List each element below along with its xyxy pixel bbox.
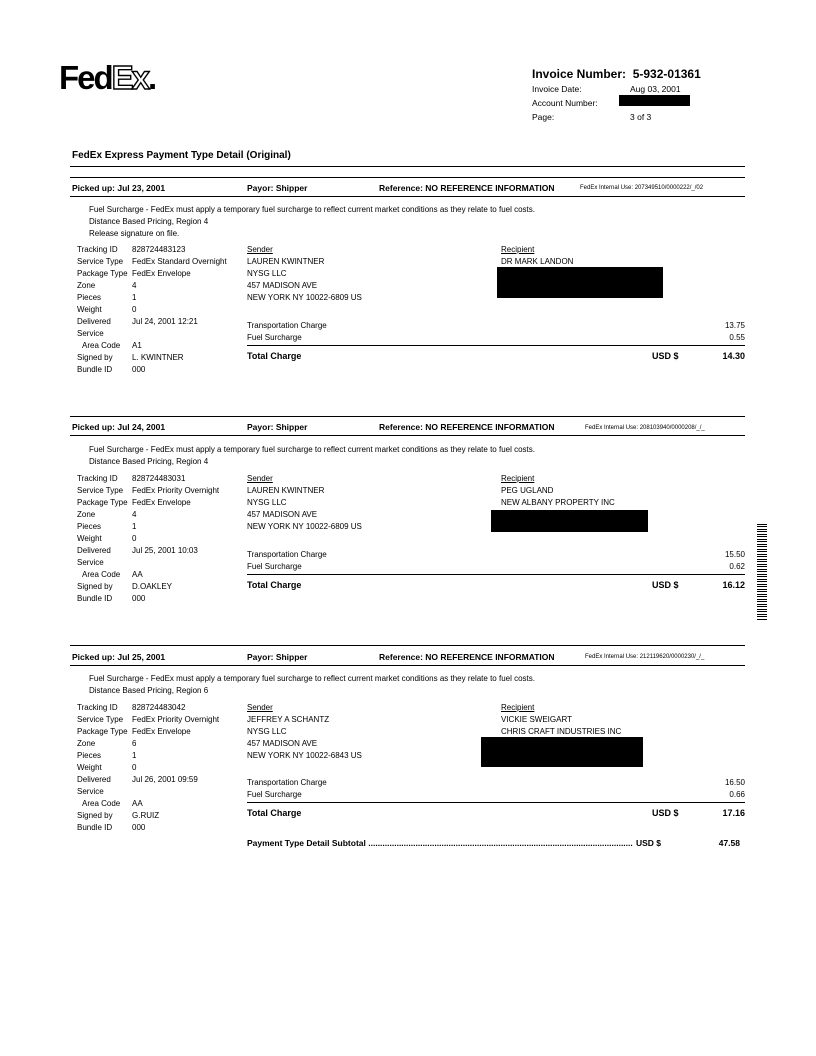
shipment-header-line <box>70 435 745 436</box>
area-code: A1 <box>132 341 142 350</box>
sender-line: NYSG LLC <box>247 269 287 278</box>
total-charge: 14.30 <box>722 351 745 361</box>
pieces-label: Pieces <box>77 522 102 531</box>
currency: USD $ <box>652 351 679 361</box>
signed-by-label: Signed by <box>77 353 113 362</box>
bundle-label: Bundle ID <box>77 823 113 832</box>
currency: USD $ <box>652 808 679 818</box>
delivered-label: Delivered <box>77 317 111 326</box>
recipient-line: PEG UGLAND <box>501 486 554 495</box>
service-type: FedEx Standard Overnight <box>132 257 227 266</box>
bundle-id: 000 <box>132 594 146 603</box>
total-charge: 17.16 <box>722 808 745 818</box>
charge-divider <box>247 802 745 803</box>
total-label: Total Charge <box>247 580 302 590</box>
tracking-id: 828724483123 <box>132 245 186 254</box>
redacted-recipient-address <box>497 267 663 298</box>
invoice-number-label: Invoice Number: <box>532 67 627 81</box>
signed-by-label: Signed by <box>77 582 113 591</box>
area-code: AA <box>132 799 143 808</box>
service-type-label: Service Type <box>77 715 124 724</box>
sender-line: NEW YORK NY 10022-6809 US <box>247 293 362 302</box>
internal-use: FedEx Internal Use: 207349510/0000222/_/02 <box>580 185 704 191</box>
subtotal-label: Payment Type Detail Subtotal <box>247 838 366 848</box>
delivered: Jul 24, 2001 12:21 <box>132 317 198 326</box>
sender-line: NYSG LLC <box>247 498 287 507</box>
recipient-label: Recipient <box>501 245 535 254</box>
bundle-id: 000 <box>132 823 146 832</box>
tracking-label: Tracking ID <box>77 245 118 254</box>
internal-use: FedEx Internal Use: 212119620/0000230/_/_ <box>585 654 705 660</box>
recipient-line: VICKIE SWEIGART <box>501 715 572 724</box>
signed-by: L. KWINTNER <box>132 353 184 362</box>
transportation-label: Transportation Charge <box>247 550 327 559</box>
tracking-id: 828724483042 <box>132 703 186 712</box>
area-code: AA <box>132 570 143 579</box>
reference: Reference: NO REFERENCE INFORMATION <box>379 183 555 193</box>
service-label: Service <box>77 558 104 567</box>
fuel-surcharge: 0.62 <box>729 562 745 571</box>
picked-up: Picked up: Jul 24, 2001 <box>72 422 166 432</box>
redacted-recipient-address <box>481 737 643 767</box>
service-type: FedEx Priority Overnight <box>132 486 220 495</box>
logo-dot: . <box>148 59 156 96</box>
transportation-charge: 15.50 <box>724 550 745 559</box>
signed-by: G.RUIZ <box>132 811 160 820</box>
charge-divider <box>247 345 745 346</box>
picked-up: Picked up: Jul 23, 2001 <box>72 183 166 193</box>
fuel-label: Fuel Surcharge <box>247 790 302 799</box>
weight-label: Weight <box>77 534 102 543</box>
note: Distance Based Pricing, Region 4 <box>89 457 209 466</box>
area-code-label: Area Code <box>82 341 121 350</box>
redacted-recipient-address <box>491 510 648 532</box>
sender-line: NEW YORK NY 10022-6843 US <box>247 751 362 760</box>
recipient-line: CHRIS CRAFT INDUSTRIES INC <box>501 727 622 736</box>
note: Fuel Surcharge - FedEx must apply a temporary fuel surcharge to reflect current market conditions as they relate to fuel costs. <box>89 205 535 214</box>
weight: 0 <box>132 763 137 772</box>
service-type-label: Service Type <box>77 257 124 266</box>
total-charge: 16.12 <box>722 580 745 590</box>
fuel-label: Fuel Surcharge <box>247 562 302 571</box>
delivered: Jul 26, 2001 09:59 <box>132 775 198 784</box>
recipient-line: NEW ALBANY PROPERTY INC <box>501 498 615 507</box>
section-divider <box>70 166 745 167</box>
tracking-id: 828724483031 <box>132 474 186 483</box>
total-label: Total Charge <box>247 351 302 361</box>
zone: 6 <box>132 739 137 748</box>
fuel-surcharge: 0.66 <box>729 790 745 799</box>
package-type-label: Package Type <box>77 727 128 736</box>
subtotal-row <box>247 838 637 848</box>
internal-use: FedEx Internal Use: 208103940/0000208/_/_ <box>585 425 705 431</box>
logo-ex: Ex <box>111 59 149 96</box>
sender-line: JEFFREY A SCHANTZ <box>247 715 330 724</box>
tracking-label: Tracking ID <box>77 474 118 483</box>
pieces-label: Pieces <box>77 293 102 302</box>
weight-label: Weight <box>77 763 102 772</box>
shipment-top-line <box>70 416 745 417</box>
page-value: 3 of 3 <box>630 112 652 122</box>
service-label: Service <box>77 329 104 338</box>
invoice-date-label: Invoice Date: <box>532 84 582 94</box>
account-number-label: Account Number: <box>532 98 598 108</box>
zone-label: Zone <box>77 281 96 290</box>
pieces-label: Pieces <box>77 751 102 760</box>
transportation-label: Transportation Charge <box>247 321 327 330</box>
weight: 0 <box>132 534 137 543</box>
total-label: Total Charge <box>247 808 302 818</box>
sender-line: NYSG LLC <box>247 727 287 736</box>
reference: Reference: NO REFERENCE INFORMATION <box>379 652 555 662</box>
shipment-top-line <box>70 645 745 646</box>
section-title: FedEx Express Payment Type Detail (Original) <box>72 150 291 161</box>
note: Fuel Surcharge - FedEx must apply a temporary fuel surcharge to reflect current market conditions as they relate to fuel costs. <box>89 674 535 683</box>
pieces: 1 <box>132 751 137 760</box>
reference: Reference: NO REFERENCE INFORMATION <box>379 422 555 432</box>
weight: 0 <box>132 305 137 314</box>
invoice-date-value: Aug 03, 2001 <box>630 84 681 94</box>
sender-label: Sender <box>247 703 273 712</box>
zone-label: Zone <box>77 510 96 519</box>
sender-line: NEW YORK NY 10022-6809 US <box>247 522 362 531</box>
sender-line: LAUREN KWINTNER <box>247 486 325 495</box>
shipment-header-line <box>70 665 745 666</box>
picked-up: Picked up: Jul 25, 2001 <box>72 652 166 662</box>
tracking-label: Tracking ID <box>77 703 118 712</box>
page-label: Page: <box>532 112 555 122</box>
recipient-label: Recipient <box>501 703 535 712</box>
transportation-label: Transportation Charge <box>247 778 327 787</box>
fuel-surcharge: 0.55 <box>729 333 745 342</box>
payor: Payor: Shipper <box>247 422 308 432</box>
delivered-label: Delivered <box>77 546 111 555</box>
payor: Payor: Shipper <box>247 183 308 193</box>
zone: 4 <box>132 510 137 519</box>
delivered: Jul 25, 2001 10:03 <box>132 546 198 555</box>
invoice-number-value: 5-932-01361 <box>632 67 701 81</box>
sender-label: Sender <box>247 474 273 483</box>
area-code-label: Area Code <box>82 799 121 808</box>
recipient-label: Recipient <box>501 474 535 483</box>
zone-label: Zone <box>77 739 96 748</box>
sender-line: 457 MADISON AVE <box>247 510 318 519</box>
signed-by: D.OAKLEY <box>132 582 173 591</box>
invoice-number <box>532 67 701 81</box>
sender-line: LAUREN KWINTNER <box>247 257 325 266</box>
transportation-charge: 16.50 <box>724 778 745 787</box>
recipient-line: DR MARK LANDON <box>501 257 574 266</box>
service-label: Service <box>77 787 104 796</box>
currency: USD $ <box>652 580 679 590</box>
payor: Payor: Shipper <box>247 652 308 662</box>
bundle-label: Bundle ID <box>77 365 113 374</box>
sender-line: 457 MADISON AVE <box>247 281 318 290</box>
bundle-id: 000 <box>132 365 146 374</box>
shipment-header-line <box>70 196 745 197</box>
subtotal-value: 47.58 <box>718 838 740 848</box>
package-type: FedEx Envelope <box>132 269 191 278</box>
note: Distance Based Pricing, Region 6 <box>89 686 209 695</box>
pieces: 1 <box>132 522 137 531</box>
transportation-charge: 13.75 <box>724 321 745 330</box>
subtotal-leader: ................................................................................................................ <box>368 838 633 848</box>
redacted-account-number <box>619 95 690 106</box>
weight-label: Weight <box>77 305 102 314</box>
logo-fed: Fed <box>59 59 112 96</box>
pieces: 1 <box>132 293 137 302</box>
sender-label: Sender <box>247 245 273 254</box>
note: Fuel Surcharge - FedEx must apply a temporary fuel surcharge to reflect current market conditions as they relate to fuel costs. <box>89 445 535 454</box>
package-type: FedEx Envelope <box>132 727 191 736</box>
charge-divider <box>247 574 745 575</box>
zone: 4 <box>132 281 137 290</box>
signed-by-label: Signed by <box>77 811 113 820</box>
area-code-label: Area Code <box>82 570 121 579</box>
service-type-label: Service Type <box>77 486 124 495</box>
package-type-label: Package Type <box>77 269 128 278</box>
package-type: FedEx Envelope <box>132 498 191 507</box>
note: Release signature on file. <box>89 229 180 238</box>
subtotal-currency: USD $ <box>636 838 662 848</box>
sender-line: 457 MADISON AVE <box>247 739 318 748</box>
bundle-label: Bundle ID <box>77 594 113 603</box>
delivered-label: Delivered <box>77 775 111 784</box>
fedex-logo <box>59 61 155 94</box>
service-type: FedEx Priority Overnight <box>132 715 220 724</box>
note: Distance Based Pricing, Region 4 <box>89 217 209 226</box>
barcode <box>757 524 767 620</box>
package-type-label: Package Type <box>77 498 128 507</box>
fuel-label: Fuel Surcharge <box>247 333 302 342</box>
shipment-top-line <box>70 177 745 178</box>
